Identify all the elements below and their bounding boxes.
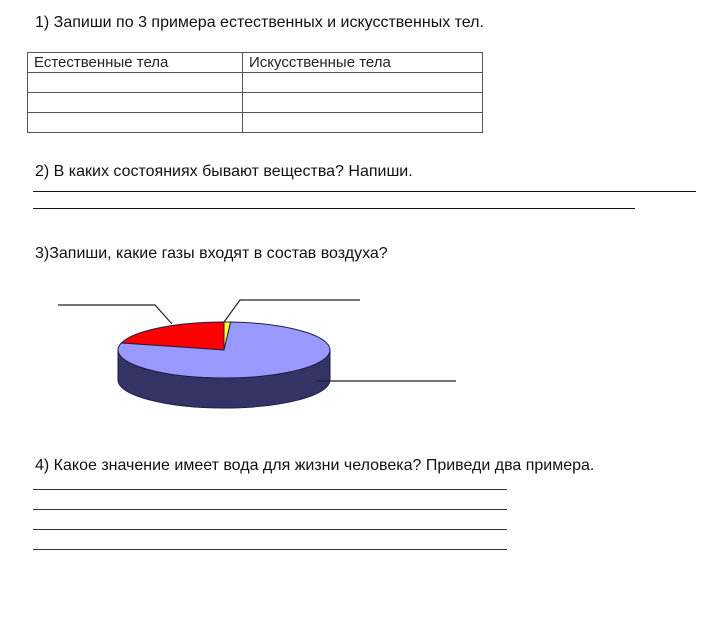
label-line-yellow[interactable] bbox=[224, 300, 360, 322]
header-natural-bodies: Естественные тела bbox=[28, 53, 243, 73]
question-2-text: 2) В каких состояниях бывают вещества? Напиши. bbox=[35, 163, 413, 180]
question-1-text: 1) Запиши по 3 примера естественных и искусственных тел. bbox=[35, 14, 484, 31]
answer-line[interactable] bbox=[33, 549, 507, 550]
answer-line[interactable] bbox=[33, 489, 507, 490]
question-3-text: 3)Запиши, какие газы входят в состав воздуха? bbox=[35, 245, 388, 262]
label-line-red[interactable] bbox=[58, 305, 172, 324]
header-artificial-bodies: Искусственные тела bbox=[243, 53, 483, 73]
question-4-text: 4) Какое значение имеет вода для жизни человека? Приведи два примера. bbox=[35, 457, 595, 474]
answer-line[interactable] bbox=[33, 529, 507, 530]
answer-line[interactable] bbox=[33, 509, 507, 510]
